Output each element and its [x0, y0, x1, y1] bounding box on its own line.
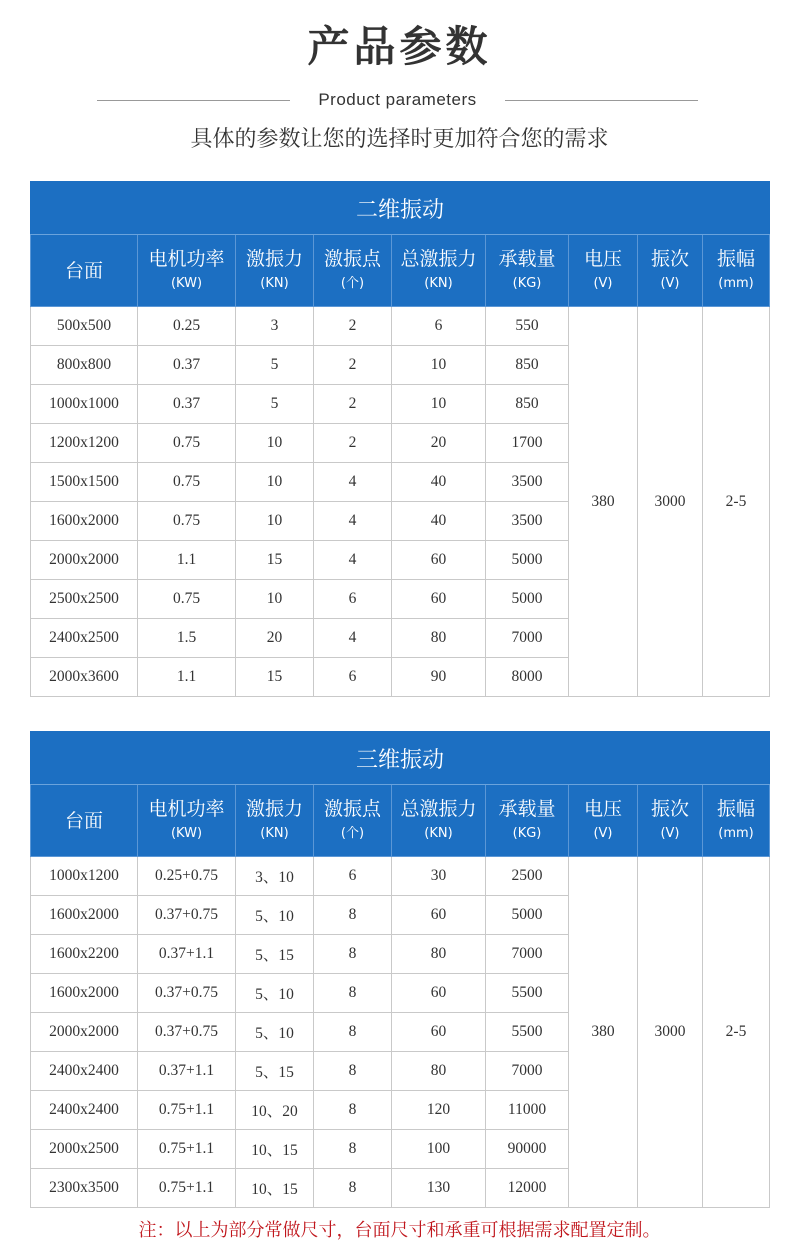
table-cell: 2: [314, 346, 392, 385]
table-cell: 1200x1200: [31, 424, 138, 463]
column-header-label: 激振力: [245, 798, 303, 820]
table-cell: 80: [392, 935, 486, 974]
column-header-unit: (个): [340, 826, 365, 841]
table-cell: 2: [314, 307, 392, 346]
column-header-label: 振次: [650, 248, 689, 270]
column-header: [569, 785, 638, 857]
column-header-label: 总激振力: [400, 798, 477, 820]
table-cell: 80: [392, 1052, 486, 1091]
column-header-label: 承载量: [498, 248, 556, 270]
column-header-label: 振次: [650, 798, 689, 820]
column-header-unit: (KW): [170, 826, 203, 841]
table-cell: 7000: [486, 935, 569, 974]
table-cell: 2000x2000: [31, 541, 138, 580]
table-row: [31, 307, 770, 346]
column-header: [703, 235, 770, 307]
table-cell: 0.37+0.75: [138, 896, 236, 935]
table-cell: 0.37+0.75: [138, 974, 236, 1013]
column-header-label: 电压: [583, 248, 622, 270]
column-header-unit: (V): [660, 276, 680, 291]
column-header-unit: (mm): [718, 276, 754, 291]
table-cell: 8: [314, 1130, 392, 1169]
table-cell: 2000x3600: [31, 658, 138, 697]
column-header-unit: (KN): [424, 826, 453, 841]
table-cell: 60: [392, 1013, 486, 1052]
table-cell: 1.1: [138, 658, 236, 697]
table-cell: 8: [314, 1013, 392, 1052]
table-cell: 0.37: [138, 346, 236, 385]
table-cell: 5、15: [236, 1052, 314, 1091]
table-cell: 130: [392, 1169, 486, 1208]
table-cell: 5、15: [236, 935, 314, 974]
column-header: [638, 785, 703, 857]
table-cell: 2400x2400: [31, 1052, 138, 1091]
table-caption: 三维振动: [31, 732, 770, 785]
table-cell: 800x800: [31, 346, 138, 385]
table-cell: 120: [392, 1091, 486, 1130]
divider-left: [97, 100, 290, 101]
table-cell: 6: [314, 580, 392, 619]
table-cell: 90: [392, 658, 486, 697]
shared-frequency-cell: 3000: [638, 857, 703, 1208]
column-header-label: 激振点: [323, 798, 381, 820]
table-cell: 8: [314, 896, 392, 935]
table-cell: 60: [392, 541, 486, 580]
table-cell: 8: [314, 974, 392, 1013]
column-header-label: 台面: [64, 809, 103, 832]
table-cell: 20: [392, 424, 486, 463]
table-cell: 5: [236, 385, 314, 424]
table-cell: 8: [314, 1169, 392, 1208]
table-cell: 2000x2000: [31, 1013, 138, 1052]
table-cell: 0.75: [138, 580, 236, 619]
table-cell: 40: [392, 502, 486, 541]
table-cell: 850: [486, 346, 569, 385]
table-cell: 12000: [486, 1169, 569, 1208]
table-cell: 0.75: [138, 463, 236, 502]
table-cell: 5、10: [236, 896, 314, 935]
table-cell: 10: [392, 385, 486, 424]
table-cell: 0.75: [138, 502, 236, 541]
table-cell: 2000x2500: [31, 1130, 138, 1169]
column-header-unit: (V): [660, 826, 680, 841]
table-cell: 1600x2000: [31, 974, 138, 1013]
table-cell: 3500: [486, 463, 569, 502]
column-header: [314, 235, 392, 307]
table-cell: 0.75+1.1: [138, 1091, 236, 1130]
column-header-unit: (V): [593, 826, 613, 841]
shared-amplitude-cell: 2-5: [703, 857, 770, 1208]
column-header: [31, 235, 138, 307]
table-caption: 二维振动: [31, 182, 770, 235]
table-cell: 80: [392, 619, 486, 658]
column-header-label: 总激振力: [400, 248, 477, 270]
table-cell: 1000x1000: [31, 385, 138, 424]
shared-amplitude-cell: 2-5: [703, 307, 770, 697]
column-header-label: 台面: [64, 259, 103, 282]
subtitle-row: [0, 88, 799, 112]
page-tagline: 具体的参数让您的选择时更加符合您的需求: [190, 127, 609, 152]
table-cell: 6: [314, 658, 392, 697]
footnote: 注：以上为部分常做尺寸，台面尺寸和承重可根据需求配置定制。: [138, 1220, 661, 1241]
column-header: [138, 235, 236, 307]
table-cell: 8: [314, 1091, 392, 1130]
column-header: [392, 235, 486, 307]
column-header-label: 激振力: [245, 248, 303, 270]
table-row: [31, 857, 770, 896]
column-header-unit: (个): [340, 276, 365, 291]
table-cell: 6: [314, 857, 392, 896]
table-cell: 5: [236, 346, 314, 385]
table-cell: 0.25+0.75: [138, 857, 236, 896]
table-cell: 2400x2500: [31, 619, 138, 658]
table-cell: 10: [236, 463, 314, 502]
table-cell: 1500x1500: [31, 463, 138, 502]
table-cell: 7000: [486, 1052, 569, 1091]
table-cell: 3500: [486, 502, 569, 541]
table-cell: 1.1: [138, 541, 236, 580]
column-header-unit: (KN): [260, 826, 289, 841]
table-cell: 20: [236, 619, 314, 658]
table-cell: 10、20: [236, 1091, 314, 1130]
table-cell: 6: [392, 307, 486, 346]
page-subtitle: Product parameters: [318, 90, 477, 109]
column-header-unit: (V): [593, 276, 613, 291]
column-header-unit: (mm): [718, 826, 754, 841]
table-cell: 500x500: [31, 307, 138, 346]
table-cell: 10: [236, 580, 314, 619]
table-cell: 2300x3500: [31, 1169, 138, 1208]
table-cell: 1600x2000: [31, 502, 138, 541]
table-cell: 0.37+0.75: [138, 1013, 236, 1052]
table-cell: 4: [314, 502, 392, 541]
table-cell: 4: [314, 463, 392, 502]
column-header-unit: (KG): [512, 276, 542, 291]
column-header: [486, 785, 569, 857]
table-cell: 10: [236, 502, 314, 541]
table-cell: 4: [314, 541, 392, 580]
table-cell: 8: [314, 1052, 392, 1091]
table-cell: 5000: [486, 541, 569, 580]
column-header-label: 振幅: [716, 798, 755, 820]
table-cell: 15: [236, 658, 314, 697]
table-cell: 0.37: [138, 385, 236, 424]
table-cell: 5500: [486, 974, 569, 1013]
table-cell: 30: [392, 857, 486, 896]
table-cell: 10、15: [236, 1130, 314, 1169]
table-cell: 100: [392, 1130, 486, 1169]
spec-table-3d: [30, 731, 770, 1208]
spec-table-2d: [30, 181, 770, 697]
column-header: [314, 785, 392, 857]
column-header: [236, 785, 314, 857]
table-cell: 0.37+1.1: [138, 935, 236, 974]
table-cell: 2: [314, 385, 392, 424]
table-cell: 0.37+1.1: [138, 1052, 236, 1091]
table-cell: 1000x1200: [31, 857, 138, 896]
table-cell: 0.75+1.1: [138, 1130, 236, 1169]
table-cell: 3、10: [236, 857, 314, 896]
table-cell: 40: [392, 463, 486, 502]
column-header-unit: (KN): [424, 276, 453, 291]
table-cell: 0.75+1.1: [138, 1169, 236, 1208]
table-cell: 1.5: [138, 619, 236, 658]
column-header-label: 承载量: [498, 798, 556, 820]
shared-voltage-cell: 380: [569, 857, 638, 1208]
column-header: [31, 785, 138, 857]
column-header: [486, 235, 569, 307]
table-cell: 10、15: [236, 1169, 314, 1208]
divider-right: [505, 100, 698, 101]
page-title: 产品参数: [307, 22, 492, 71]
table-cell: 1700: [486, 424, 569, 463]
shared-voltage-cell: 380: [569, 307, 638, 697]
table-cell: 5、10: [236, 1013, 314, 1052]
table-cell: 60: [392, 896, 486, 935]
table-cell: 2500: [486, 857, 569, 896]
column-header-unit: (KW): [170, 276, 203, 291]
column-header: [703, 785, 770, 857]
table-cell: 8000: [486, 658, 569, 697]
table-cell: 5000: [486, 896, 569, 935]
table-cell: 1600x2200: [31, 935, 138, 974]
table-cell: 1600x2000: [31, 896, 138, 935]
table-cell: 2400x2400: [31, 1091, 138, 1130]
table-cell: 5000: [486, 580, 569, 619]
column-header-label: 电机功率: [148, 248, 225, 270]
column-header-label: 电压: [583, 798, 622, 820]
table-cell: 3: [236, 307, 314, 346]
table-cell: 60: [392, 974, 486, 1013]
column-header-unit: (KN): [260, 276, 289, 291]
table-cell: 0.25: [138, 307, 236, 346]
table-cell: 7000: [486, 619, 569, 658]
column-header: [392, 785, 486, 857]
table-cell: 5、10: [236, 974, 314, 1013]
table-cell: 8: [314, 935, 392, 974]
table-cell: 550: [486, 307, 569, 346]
table-cell: 0.75: [138, 424, 236, 463]
column-header-label: 振幅: [716, 248, 755, 270]
column-header: [569, 235, 638, 307]
table-cell: 60: [392, 580, 486, 619]
table-cell: 10: [236, 424, 314, 463]
table-cell: 2: [314, 424, 392, 463]
table-cell: 90000: [486, 1130, 569, 1169]
table-cell: 15: [236, 541, 314, 580]
column-header-label: 电机功率: [148, 798, 225, 820]
column-header: [138, 785, 236, 857]
column-header: [638, 235, 703, 307]
column-header-unit: (KG): [512, 826, 542, 841]
table-cell: 10: [392, 346, 486, 385]
column-header: [236, 235, 314, 307]
table-cell: 2500x2500: [31, 580, 138, 619]
table-cell: 5500: [486, 1013, 569, 1052]
shared-frequency-cell: 3000: [638, 307, 703, 697]
column-header-label: 激振点: [323, 248, 381, 270]
table-cell: 850: [486, 385, 569, 424]
table-cell: 4: [314, 619, 392, 658]
table-cell: 11000: [486, 1091, 569, 1130]
